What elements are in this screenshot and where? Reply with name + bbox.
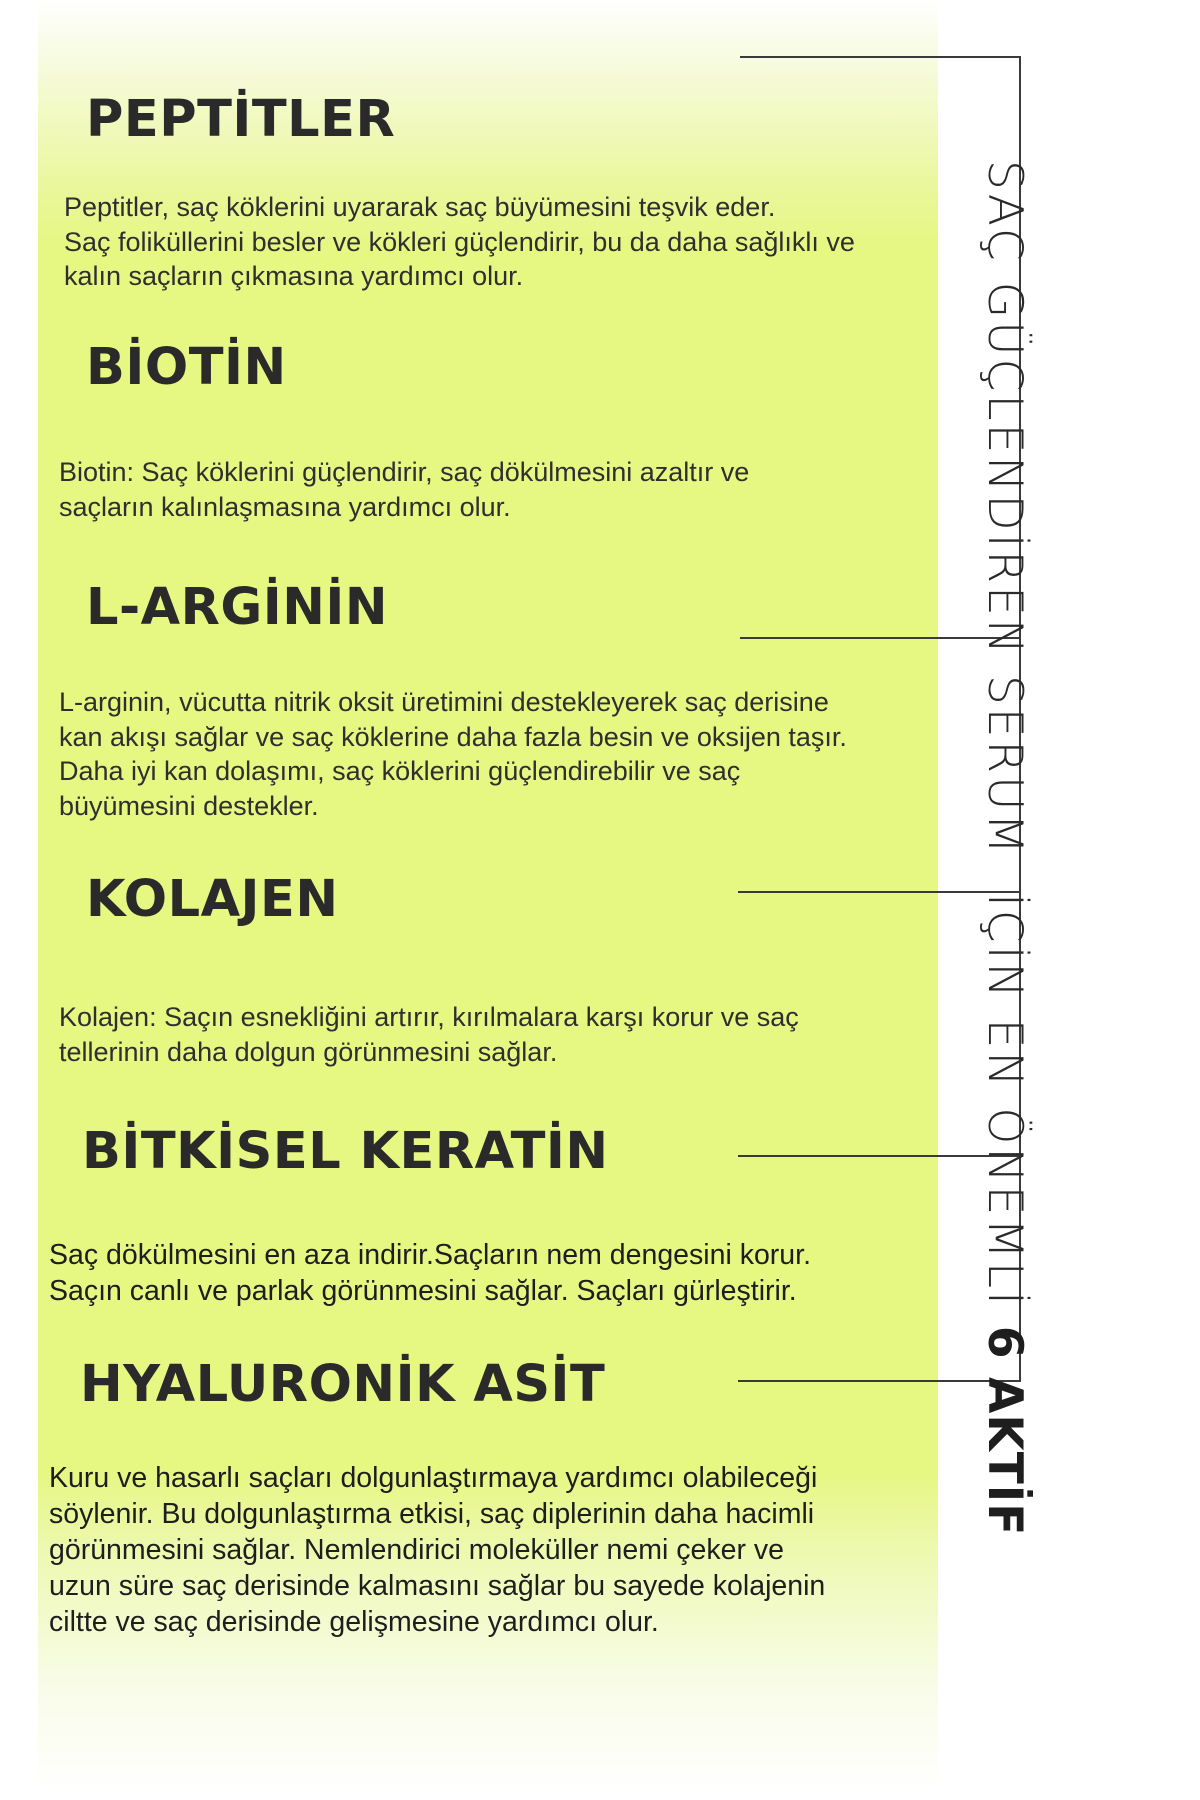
vertical-title-light: SAÇ GÜÇLENDİREN SERUM İÇİN EN ÖNEMLİ xyxy=(977,160,1033,1308)
heading-peptitler: PEPTİTLER xyxy=(86,90,396,149)
desc-line: ciltte ve saç derisinde gelişmesine yardımcı olur. xyxy=(49,1606,659,1638)
desc-line: tellerinin daha dolgun görünmesini sağlar. xyxy=(59,1036,558,1067)
desc-hyaluronik-asit xyxy=(49,1460,825,1640)
desc-biotin xyxy=(59,455,749,524)
vertical-title xyxy=(970,160,1040,1537)
desc-line: söylenir. Bu dolgunlaştırma etkisi, saç diplerinin daha hacimli xyxy=(49,1498,815,1530)
desc-line: Peptitler, saç köklerini uyararak saç büyümesini teşvik eder. xyxy=(64,192,776,222)
desc-line: Saç foliküllerini besler ve kökleri güçlendirir, bu da daha sağlıklı ve xyxy=(64,226,855,257)
heading-hyaluronik-asit: HYALURONİK ASİT xyxy=(80,1355,606,1414)
heading-kolajen: KOLAJEN xyxy=(86,870,339,929)
desc-line: L-arginin, vücutta nitrik oksit üretimini destekleyerek saç derisine xyxy=(59,687,829,717)
desc-line: uzun süre saç derisinde kalmasını sağlar bu sayede kolajenin xyxy=(49,1570,826,1602)
desc-line: büyümesini destekler. xyxy=(59,790,319,821)
heading-l-arginin: L-ARGİNİN xyxy=(86,578,389,637)
desc-line: saçların kalınlaşmasına yardımcı olur. xyxy=(59,491,511,522)
desc-line: Biotin: Saç köklerini güçlendirir, saç dökülmesini azaltır ve xyxy=(59,457,750,487)
desc-line: Saçın canlı ve parlak görünmesini sağlar. Saçları gürleştirir. xyxy=(49,1275,797,1307)
desc-line: Saç dökülmesini en aza indirir.Saçların nem dengesini korur. xyxy=(49,1239,811,1271)
heading-bitkisel-keratin: BİTKİSEL KERATİN xyxy=(82,1122,609,1181)
desc-l-arginin xyxy=(59,685,847,823)
desc-bitkisel-keratin xyxy=(49,1237,811,1309)
vertical-title-bold: 6 AKTİF xyxy=(977,1325,1033,1537)
desc-line: Daha iyi kan dolaşımı, saç köklerini güçlendirebilir ve saç xyxy=(59,756,741,786)
connector-line-top xyxy=(740,56,1020,58)
desc-line: Kuru ve hasarlı saçları dolgunlaştırmaya yardımcı olabileceği xyxy=(49,1462,818,1494)
desc-line: kan akışı sağlar ve saç köklerine daha fazla besin ve oksijen taşır. xyxy=(59,721,847,752)
desc-line: görünmesini sağlar. Nemlendirici moleküller nemi çeker ve xyxy=(49,1534,784,1566)
desc-peptitler xyxy=(64,190,855,294)
desc-line: Kolajen: Saçın esnekliğini artırır, kırılmalara karşı korur ve saç xyxy=(59,1002,799,1032)
desc-line: kalın saçların çıkmasına yardımcı olur. xyxy=(64,261,524,291)
desc-kolajen xyxy=(59,1000,799,1069)
heading-biotin: BİOTİN xyxy=(86,338,287,397)
